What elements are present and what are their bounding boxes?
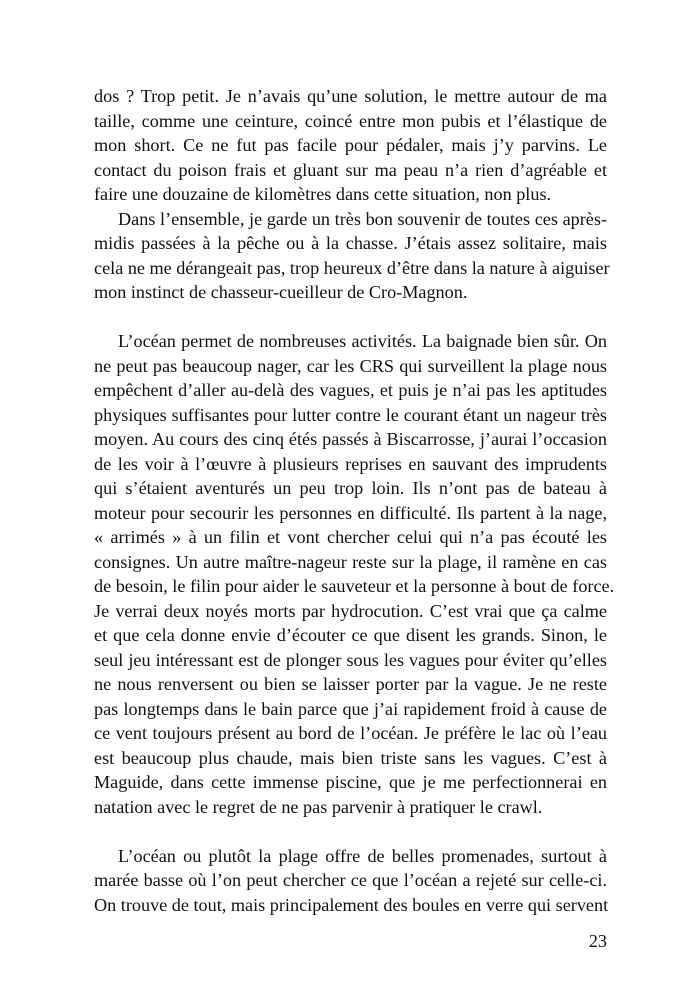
- text-line: mon short. Ce ne fut pas facile pour pédaler, mais j’y parvins. Le: [94, 135, 607, 155]
- text-line: contact du poison frais et gluant sur ma peau n’a rien d’agréable et: [94, 159, 607, 180]
- page-body-text: [94, 84, 615, 917]
- text-line: cela ne me dérangeait pas, trop heureux d’être dans la nature à aiguiser: [94, 257, 610, 278]
- paragraph: [94, 207, 610, 305]
- paragraph: [94, 329, 615, 819]
- text-line: Dans l’ensemble, je garde un très bon souvenir de toutes ces après-: [118, 208, 607, 229]
- text-line: de les voir à l’œuvre à plusieurs reprises en sauvant des imprudents: [94, 453, 607, 474]
- text-line: faire une douzaine de kilomètres dans cette situation, non plus.: [94, 184, 552, 204]
- paragraph: [94, 844, 607, 918]
- text-line: et que cela donne envie d’écouter ce que disent les grands. Sinon, le: [94, 625, 607, 645]
- text-line: On trouve de tout, mais principalement des boules en verre qui servent: [94, 894, 609, 915]
- page-number: 23: [588, 931, 607, 951]
- text-line: seul jeu intéressant est de plonger sous les vagues pour éviter qu’elles: [94, 649, 607, 670]
- text-line: de besoin, le filin pour aider le sauveteur et la personne à bout de force.: [94, 576, 615, 596]
- text-line: ce vent toujours présent au bord de l’océan. Je préfère le lac où l’eau: [94, 723, 607, 743]
- text-line: ne nous renversent ou bien se laisser porter par la vague. Je ne reste: [94, 674, 607, 694]
- text-line: empêchent d’aller au-delà des vagues, et puis je n’ai pas les aptitudes: [94, 380, 607, 400]
- paragraph-gap: [94, 819, 607, 844]
- text-line: L’océan permet de nombreuses activités. La baignade bien sûr. On: [118, 331, 607, 351]
- text-line: moyen. Au cours des cinq étés passés à Biscarrosse, j’aurai l’occasion: [94, 429, 607, 449]
- text-line: pas longtemps dans le bain parce que j’ai rapidement froid à cause de: [94, 698, 607, 719]
- text-line: ne peut pas beaucoup nager, car les CRS qui surveillent la plage nous: [94, 355, 607, 376]
- text-line: natation avec le regret de ne pas parvenir à pratiquer le crawl.: [94, 796, 543, 817]
- text-line: moteur pour secourir les personnes en difficulté. Ils partent à la nage,: [94, 502, 607, 523]
- text-line: L’océan ou plutôt la plage offre de belles promenades, surtout à: [118, 845, 607, 866]
- text-line: qui s’étaient aventurés un peu trop loin. Ils n’ont pas de bateau à: [94, 478, 607, 498]
- text-line: « arrimés » à un filin et vont chercher celui qui n’a pas écouté les: [94, 527, 607, 547]
- text-line: midis passées à la pêche ou à la chasse. J’étais assez solitaire, mais: [94, 233, 607, 253]
- text-line: dos ? Trop petit. Je n’avais qu’une solution, le mettre autour de ma: [94, 86, 607, 106]
- text-line: physiques suffisantes pour lutter contre le courant étant un nageur très: [94, 404, 607, 425]
- paragraph-gap: [94, 305, 607, 330]
- text-line: consignes. Un autre maître-nageur reste sur la plage, il ramène en cas: [94, 551, 607, 572]
- paragraph: [94, 84, 607, 207]
- text-line: mon instinct de chasseur-cueilleur de Cro-Magnon.: [94, 282, 468, 302]
- text-line: marée basse où l’on peut chercher ce que l’océan a rejeté sur celle-ci.: [94, 870, 607, 890]
- text-line: Je verrai deux noyés morts par hydrocution. C’est vrai que ça calme: [94, 600, 607, 621]
- text-line: taille, comme une ceinture, coincé entre mon pubis et l’élastique de: [94, 110, 607, 131]
- text-line: Maguide, dans cette immense piscine, que je me perfectionnerai en: [94, 772, 607, 792]
- text-line: est beaucoup plus chaude, mais bien triste sans les vagues. C’est à: [94, 747, 607, 768]
